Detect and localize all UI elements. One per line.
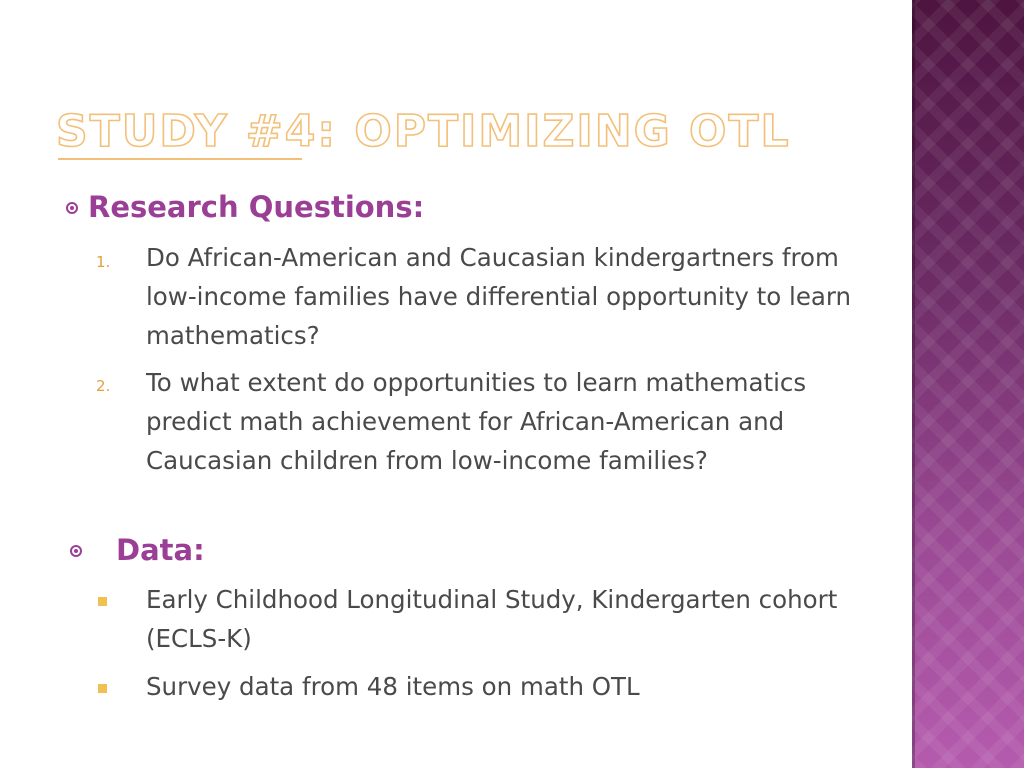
square-bullet-icon <box>98 684 107 693</box>
list-item: Survey data from 48 items on math OTL <box>146 672 640 701</box>
list-item: To what extent do opportunities to learn mathematics predict math achievement for African-American and Caucasian children from low-income families? <box>146 368 807 475</box>
list-number: 1. <box>96 253 111 271</box>
section-data <box>70 533 205 567</box>
section-heading: Data: <box>116 533 205 567</box>
list-item: Do African-American and Caucasian kindergartners from low-income families have differential opportunity to learn mathematics? <box>146 243 852 350</box>
slide-title: STUDY #4: OPTIMIZING OTL <box>56 106 791 157</box>
section-research-questions <box>66 190 424 224</box>
ring-dot-icon <box>66 202 78 214</box>
decorative-side-band <box>912 0 1024 768</box>
list-item: Early Childhood Longitudinal Study, Kindergarten cohort (ECLS-K) <box>146 585 838 653</box>
section-heading: Research Questions: <box>88 190 425 224</box>
square-bullet-icon <box>98 597 107 606</box>
list-number: 2. <box>96 377 111 395</box>
ring-dot-icon <box>70 545 82 557</box>
